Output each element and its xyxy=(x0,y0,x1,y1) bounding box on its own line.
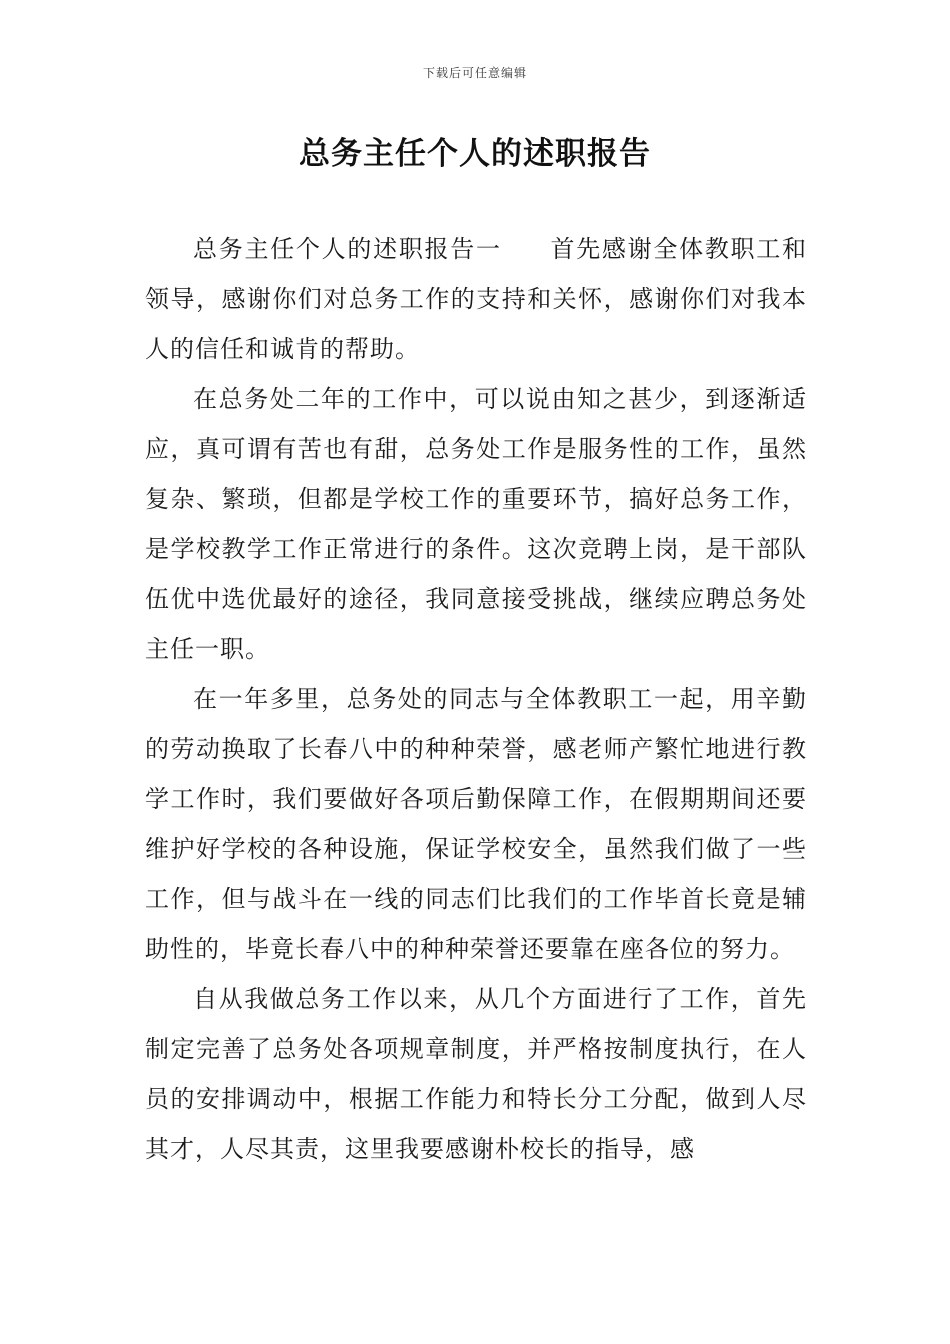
paragraph-3: 在一年多里，总务处的同志与全体教职工一起，用辛勤的劳动换取了长春八中的种种荣誉，感老师产繁忙地进行教学工作时，我们要做好各项后勤保障工作，在假期期间还要维护好学校的各种设施，保证学校安全，虽然我们做了一些工作，但与战斗在一线的同志们比我们的工作毕首长竟是辅助性的，毕竟长春八中的种种荣誉还要靠在座各位的努力。 xyxy=(145,685,807,963)
paragraph-4: 自从我做总务工作以来，从几个方面进行了工作，首先制定完善了总务处各项规章制度，并严格按制度执行，在人员的安排调动中，根据工作能力和特长分工分配，做到人尽其才，人尽其责，这里我要感谢朴校长的指导，感 xyxy=(145,985,807,1163)
paragraph-2: 在总务处二年的工作中，可以说由知之甚少，到逐渐适应，真可谓有苦也有甜，总务处工作是服务性的工作，虽然复杂、繁琐，但都是学校工作的重要环节，搞好总务工作，是学校教学工作正常进行的条件。这次竞聘上岗，是干部队伍优中选优最好的途径，我同意接受挑战，继续应聘总务处主任一职。 xyxy=(145,385,807,663)
page-title: 总务主任个人的述职报告 xyxy=(299,136,651,172)
document-body xyxy=(145,224,807,1174)
paragraph-1-text: 首先感谢全体教职工和领导，感谢你们对总务工作的支持和关怀，感谢你们对我本人的信任和诚肯的帮助。 xyxy=(145,235,808,363)
paragraph-1-lead: 总务主任个人的述职报告一 xyxy=(193,235,502,263)
header-note: 下载后可任意编辑 xyxy=(422,66,527,80)
paragraph-1 xyxy=(145,224,807,374)
